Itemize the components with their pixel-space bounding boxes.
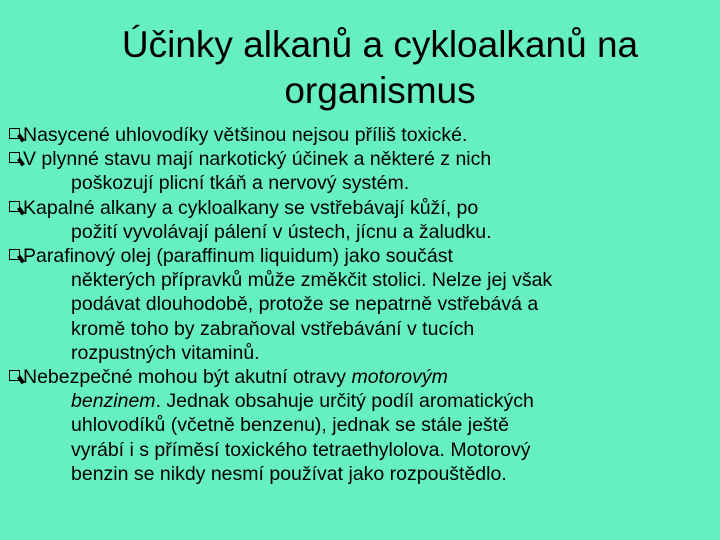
bullet-line: požití vyvolávají pálení v ústech, jícnu a žaludku. xyxy=(71,220,492,243)
bullet-line: poškozují plicní tkáň a nervový systém. xyxy=(71,172,410,195)
bullet-line: podávat dlouhodobě, protože se nepatrně vstřebává a xyxy=(71,293,539,316)
title-line-1: Účinky alkanů a cykloalkanů na xyxy=(121,24,639,65)
bullet-item-3 xyxy=(9,196,709,244)
bullet-item-1 xyxy=(9,123,709,147)
bullet-line: Nasycené uhlovodíky většinou nejsou příliš toxické. xyxy=(23,124,468,146)
checkbox-square-icon xyxy=(9,128,20,139)
checkbox-square-icon xyxy=(9,152,20,163)
bullet-text: . Jednak obsahuje určitý podíl aromatických xyxy=(155,390,534,413)
bullet-line: uhlovodíků (včetně benzenu), jednak se stále ještě xyxy=(71,414,509,437)
bullet-item-4 xyxy=(9,244,709,365)
bullet-line: kromě toho by zabraňoval vstřebávání v tucích xyxy=(71,317,475,340)
checkbox-square-icon xyxy=(9,201,20,212)
bullet-line: Parafinový olej (paraffinum liquidum) jako součást xyxy=(23,245,453,268)
bullet-line: vyrábí i s příměsí toxického tetraethylolova. Motorový xyxy=(71,438,531,461)
bullet-item-2 xyxy=(9,147,709,195)
bullet-item-5 xyxy=(9,365,709,486)
title-line-2: organismus xyxy=(284,70,476,111)
bullet-line: rozpustných vitaminů. xyxy=(71,341,260,364)
checkbox-square-icon xyxy=(9,370,20,381)
bullet-line: Kapalné alkany a cykloalkany se vstřebávají kůží, po xyxy=(23,196,479,219)
bullet-line: některých přípravků může změkčit stolici. Nelze jej však xyxy=(71,269,553,292)
bullet-text: Nebezpečné mohou být akutní otravy xyxy=(23,366,352,389)
italic-text: benzinem xyxy=(71,390,156,413)
bullet-line: V plynné stavu mají narkotický účinek a některé z nich xyxy=(23,148,492,171)
checkbox-square-icon xyxy=(9,249,20,260)
italic-text: motorovým xyxy=(351,366,448,389)
bullet-list xyxy=(9,123,709,486)
bullet-line: benzin se nikdy nesmí používat jako rozpouštědlo. xyxy=(71,462,507,485)
slide-title xyxy=(40,22,720,114)
bullet-line xyxy=(71,389,709,413)
bullet-line xyxy=(23,365,709,389)
